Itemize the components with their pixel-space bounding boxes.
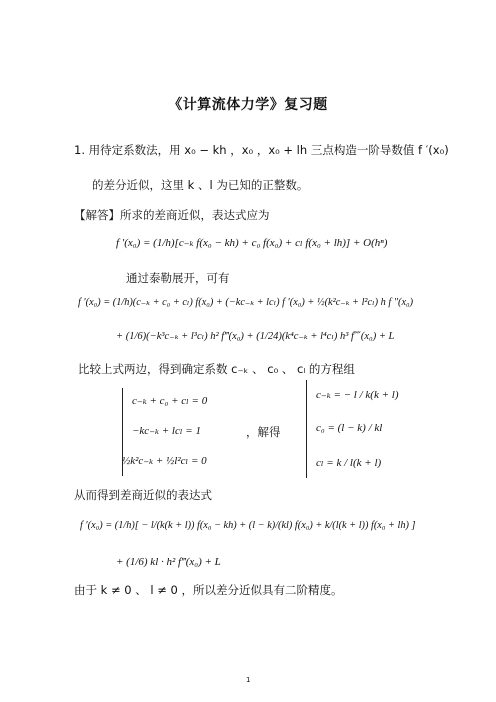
compare-text: 比较上式两边，得到确定系数 c₋ₖ 、 c₀ 、 cₗ 的方程组 [78, 362, 355, 376]
equation-difference-form: f ′(x₀) = (1/h)[c₋ₖ f(x₀ − kh) + c₀ f(x₀) + cₗ f(x₀ + lh)] + O(hⁿ) [116, 237, 388, 249]
result-intro: 从而得到差商近似的表达式 [74, 488, 212, 502]
page-number: 1 [246, 676, 251, 684]
page-title: 《计算流体力学》复习题 [168, 97, 328, 113]
question-line-2: 的差分近似，这里 k 、l 为已知的正整数。 [92, 178, 309, 192]
solve-text: ，解得 [246, 425, 281, 439]
conclusion-text: 由于 k ≠ 0 、 l ≠ 0 ，所以差分近似具有二阶精度。 [74, 583, 343, 597]
system-equation-1: c₋ₖ + c₀ + cₗ = 0 [132, 395, 208, 407]
system-equation-3: ½k²c₋ₖ + ½l²cₗ = 0 [122, 455, 207, 467]
right-brace [306, 380, 307, 478]
equation-taylor-line-1: f ′(x₀) = (1/h)(c₋ₖ + c₀ + cₗ) f(x₀) + (−kc₋ₖ + lcₗ) f ′(x₀) + ½(k²c₋ₖ + l²cₗ) h f ″(x₀) [78, 297, 414, 308]
system-equation-2: −kc₋ₖ + lcₗ = 1 [132, 425, 201, 437]
solution-c-minus-k: c₋ₖ = − l / k(k + l) [316, 389, 399, 401]
solution-c-zero: c₀ = (l − k) / kl [316, 422, 383, 434]
equation-taylor-line-2: + (1/6)(−k³c₋ₖ + l³cₗ) h² f‴(x₀) + (1/24)(k⁴c₋ₖ + l⁴cₗ) h³ f⁗(x₀) + L [116, 331, 395, 342]
equation-result-line-1: f ′(x₀) = (1/h)[ − l/(k(k + l)) f(x₀ − kh) + (l − k)/(kl) f(x₀) + k/(l(k + l)) f(x₀ + lh) ] [80, 520, 416, 531]
question-line-1: 1. 用待定系数法，用 x₀ − kh ，x₀ ，x₀ + lh 三点构造一阶导数值 f ′(x₀) [74, 143, 449, 157]
solution-c-l: cₗ = k / l(k + l) [316, 457, 382, 469]
taylor-intro: 通过泰勒展开，可有 [126, 271, 230, 285]
equation-result-line-2: + (1/6) kl · h² f‴(x₀) + L [116, 556, 221, 568]
answer-intro: 【解答】所求的差商近似，表达式应为 [74, 208, 270, 222]
